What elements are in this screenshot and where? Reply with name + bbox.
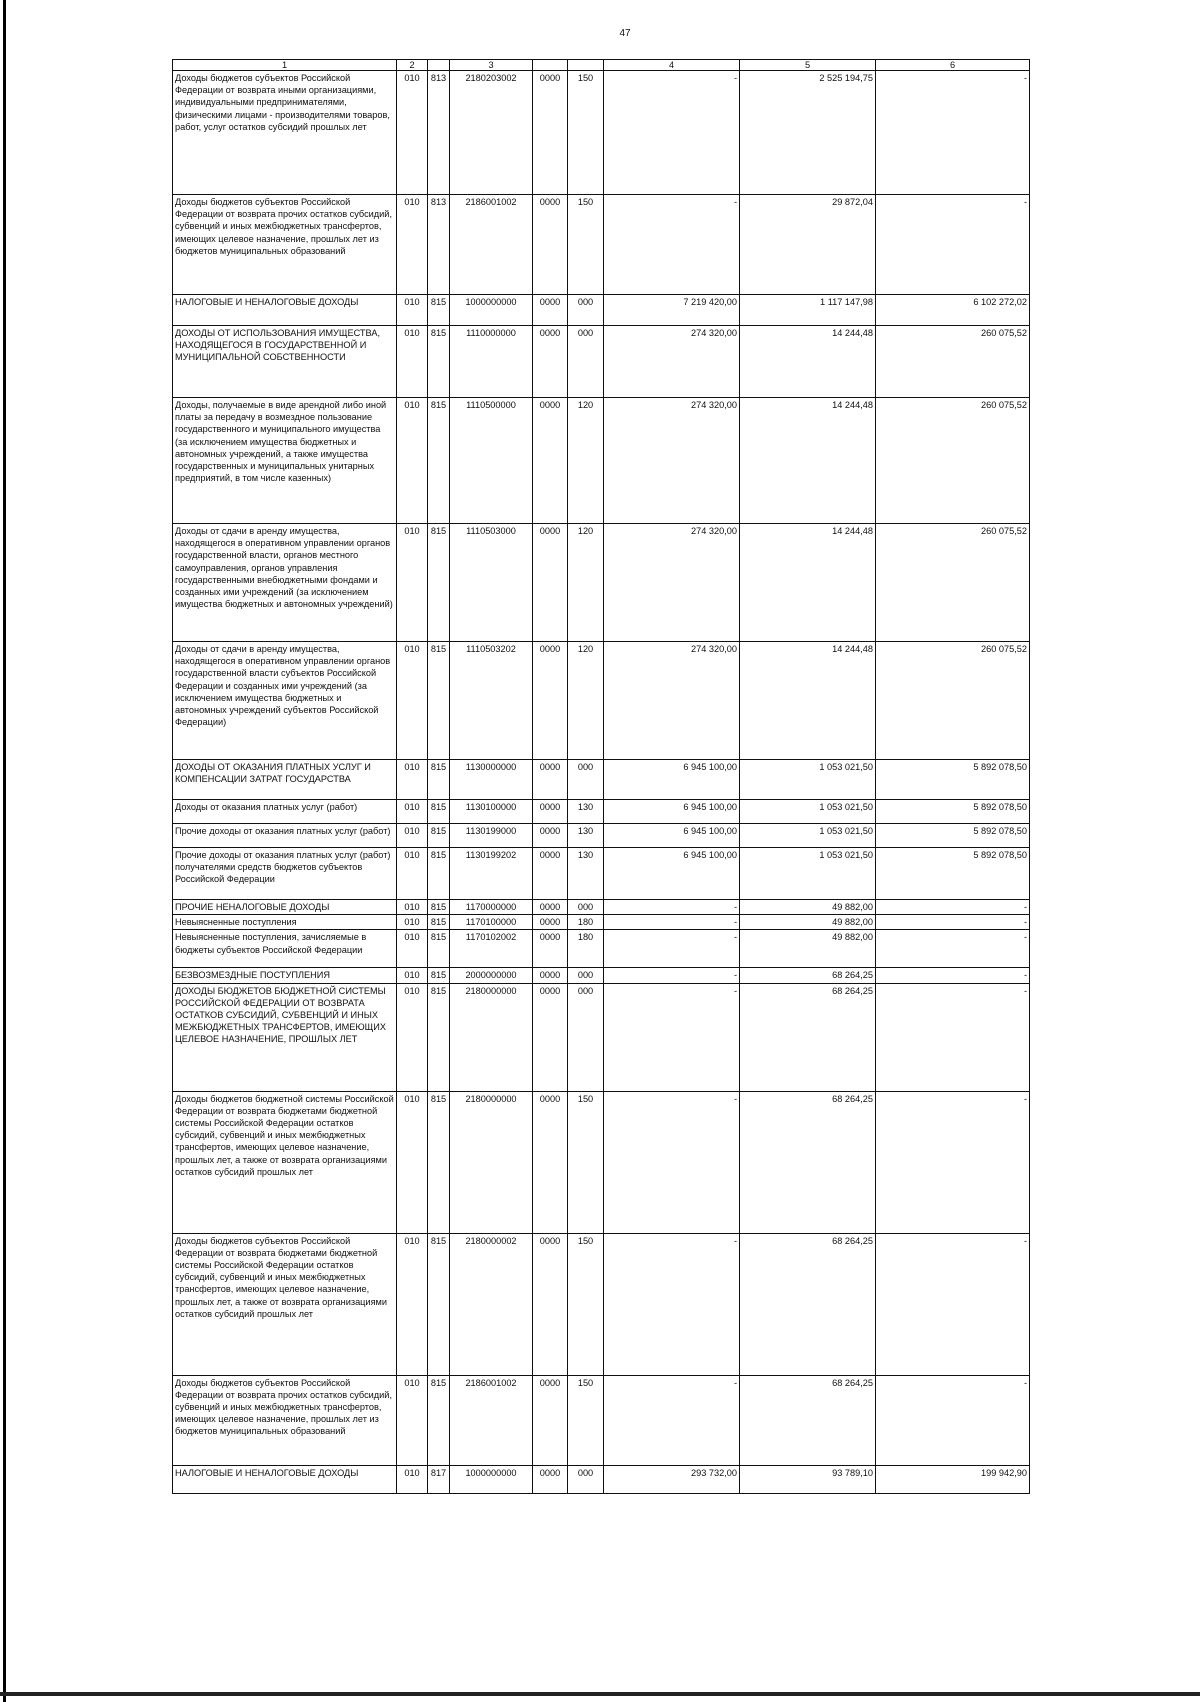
row-c2-cell: 815 bbox=[428, 760, 450, 800]
row-c5-cell: 130 bbox=[568, 800, 604, 824]
table-row bbox=[173, 848, 1030, 900]
row-v4-cell: - bbox=[604, 1233, 740, 1375]
row-c5-cell: 000 bbox=[568, 295, 604, 326]
row-v6-cell: - bbox=[876, 1091, 1030, 1233]
row-v4-cell: 6 945 100,00 bbox=[604, 848, 740, 900]
row-c5-cell: 120 bbox=[568, 398, 604, 524]
row-c4-cell: 0000 bbox=[533, 1233, 568, 1375]
table-row bbox=[173, 398, 1030, 524]
row-c2-cell: 815 bbox=[428, 524, 450, 642]
row-c1-cell: 010 bbox=[397, 524, 428, 642]
row-c2-cell: 815 bbox=[428, 398, 450, 524]
row-c4-cell: 0000 bbox=[533, 848, 568, 900]
row-c4-cell: 0000 bbox=[533, 760, 568, 800]
row-v6-cell: 260 075,52 bbox=[876, 398, 1030, 524]
row-c5-cell: 150 bbox=[568, 195, 604, 295]
row-c2-cell: 813 bbox=[428, 71, 450, 195]
row-c1-cell: 010 bbox=[397, 1091, 428, 1233]
row-description: ДОХОДЫ ОТ ОКАЗАНИЯ ПЛАТНЫХ УСЛУГ И КОМПЕНСАЦИИ ЗАТРАТ ГОСУДАРСТВА bbox=[173, 760, 397, 800]
row-v5-cell: 29 872,04 bbox=[740, 195, 876, 295]
row-description: Доходы бюджетов бюджетной системы Российской Федерации от возврата бюджетами бюджетной системы Российской Федерации остатков субсидий, субвенций и иных межбюджетных трансфертов, имеющих целевое назначение, прошлых лет, а также от возврата организациями остатков субсидий прошлых лет bbox=[173, 1091, 397, 1233]
row-v5-cell: 14 244,48 bbox=[740, 398, 876, 524]
row-v5-cell: 68 264,25 bbox=[740, 1091, 876, 1233]
row-c4-cell: 0000 bbox=[533, 930, 568, 968]
row-c2-cell: 815 bbox=[428, 824, 450, 848]
row-description: НАЛОГОВЫЕ И НЕНАЛОГОВЫЕ ДОХОДЫ bbox=[173, 295, 397, 326]
row-description: Прочие доходы от оказания платных услуг (работ) получателями средств бюджетов субъектов Российской Федерации bbox=[173, 848, 397, 900]
header-cell: 3 bbox=[450, 60, 533, 71]
row-c5-cell: 150 bbox=[568, 1375, 604, 1465]
row-description: Доходы бюджетов субъектов Российской Федерации от возврата бюджетами бюджетной системы Российской Федерации остатков субсидий, субвенций и иных межбюджетных трансфертов, имеющих целевое назначение, прошлых лет, а также от возврата организациями остатков субсидий прошлых лет bbox=[173, 1233, 397, 1375]
table-row bbox=[173, 195, 1030, 295]
row-v6-cell: - bbox=[876, 195, 1030, 295]
row-c1-cell: 010 bbox=[397, 326, 428, 398]
row-c1-cell: 010 bbox=[397, 983, 428, 1091]
row-v5-cell: 1 053 021,50 bbox=[740, 848, 876, 900]
row-c4-cell: 0000 bbox=[533, 983, 568, 1091]
row-description: ДОХОДЫ ОТ ИСПОЛЬЗОВАНИЯ ИМУЩЕСТВА, НАХОДЯЩЕГОСЯ В ГОСУДАРСТВЕННОЙ И МУНИЦИПАЛЬНОЙ СОБСТВЕННОСТИ bbox=[173, 326, 397, 398]
row-v5-cell: 14 244,48 bbox=[740, 326, 876, 398]
row-c3-cell: 1130199000 bbox=[450, 824, 533, 848]
table-row bbox=[173, 1233, 1030, 1375]
row-c2-cell: 815 bbox=[428, 326, 450, 398]
row-v4-cell: 274 320,00 bbox=[604, 326, 740, 398]
row-v4-cell: - bbox=[604, 1375, 740, 1465]
table-row bbox=[173, 915, 1030, 930]
header-cell: 6 bbox=[876, 60, 1030, 71]
header-row bbox=[173, 60, 1030, 71]
row-c1-cell: 010 bbox=[397, 848, 428, 900]
row-v5-cell: 68 264,25 bbox=[740, 983, 876, 1091]
row-c1-cell: 010 bbox=[397, 71, 428, 195]
row-v4-cell: - bbox=[604, 195, 740, 295]
row-v5-cell: 1 053 021,50 bbox=[740, 760, 876, 800]
row-v4-cell: 6 945 100,00 bbox=[604, 800, 740, 824]
row-v4-cell: 6 945 100,00 bbox=[604, 760, 740, 800]
header-cell: 4 bbox=[604, 60, 740, 71]
row-c3-cell: 2180000000 bbox=[450, 1091, 533, 1233]
row-c5-cell: 120 bbox=[568, 642, 604, 760]
row-c3-cell: 1130100000 bbox=[450, 800, 533, 824]
row-c1-cell: 010 bbox=[397, 398, 428, 524]
row-c4-cell: 0000 bbox=[533, 398, 568, 524]
scan-left-edge bbox=[3, 0, 6, 1702]
row-c4-cell: 0000 bbox=[533, 295, 568, 326]
table-row bbox=[173, 326, 1030, 398]
row-c3-cell: 1110503202 bbox=[450, 642, 533, 760]
row-v6-cell: 199 942,90 bbox=[876, 1465, 1030, 1493]
row-v5-cell: 68 264,25 bbox=[740, 1233, 876, 1375]
row-c4-cell: 0000 bbox=[533, 326, 568, 398]
row-c3-cell: 1130000000 bbox=[450, 760, 533, 800]
row-v6-cell: 260 075,52 bbox=[876, 326, 1030, 398]
row-c5-cell: 130 bbox=[568, 848, 604, 900]
row-v4-cell: - bbox=[604, 900, 740, 915]
row-v6-cell: 5 892 078,50 bbox=[876, 800, 1030, 824]
row-c3-cell: 2186001002 bbox=[450, 195, 533, 295]
row-c4-cell: 0000 bbox=[533, 900, 568, 915]
table-row bbox=[173, 1465, 1030, 1493]
row-c1-cell: 010 bbox=[397, 915, 428, 930]
table-row bbox=[173, 930, 1030, 968]
table-row bbox=[173, 1091, 1030, 1233]
row-description: Доходы, получаемые в виде арендной либо иной платы за передачу в возмездное пользование государственного и муниципального имущества (за исключением имущества бюджетных и автономных учреждений, а также имущества государственных и муниципальных унитарных предприятий, в том числе казенных) bbox=[173, 398, 397, 524]
row-v6-cell: - bbox=[876, 983, 1030, 1091]
row-c3-cell: 1110000000 bbox=[450, 326, 533, 398]
row-v4-cell: 6 945 100,00 bbox=[604, 824, 740, 848]
row-description: Невыясненные поступления, зачисляемые в бюджеты субъектов Российской Федерации bbox=[173, 930, 397, 968]
row-c3-cell: 1170100000 bbox=[450, 915, 533, 930]
row-v5-cell: 68 264,25 bbox=[740, 1375, 876, 1465]
row-description: Доходы от оказания платных услуг (работ) bbox=[173, 800, 397, 824]
row-c4-cell: 0000 bbox=[533, 824, 568, 848]
table-row bbox=[173, 642, 1030, 760]
row-c2-cell: 813 bbox=[428, 195, 450, 295]
row-c1-cell: 010 bbox=[397, 295, 428, 326]
table-row bbox=[173, 900, 1030, 915]
row-v4-cell: - bbox=[604, 1091, 740, 1233]
row-v4-cell: 293 732,00 bbox=[604, 1465, 740, 1493]
row-c5-cell: 150 bbox=[568, 71, 604, 195]
scan-bottom-edge bbox=[0, 1692, 1200, 1696]
row-description: Невыясненные поступления bbox=[173, 915, 397, 930]
row-description: Прочие доходы от оказания платных услуг (работ) bbox=[173, 824, 397, 848]
row-v6-cell: 6 102 272,02 bbox=[876, 295, 1030, 326]
row-c3-cell: 2180203002 bbox=[450, 71, 533, 195]
row-c1-cell: 010 bbox=[397, 1375, 428, 1465]
row-v6-cell: - bbox=[876, 71, 1030, 195]
table-row bbox=[173, 1375, 1030, 1465]
row-description: Доходы от сдачи в аренду имущества, находящегося в оперативном управлении органов государственной власти, органов местного самоуправления, органов управления государственными внебюджетными фондами и созданных ими учреждений (за исключением имущества бюджетных и автономных учреждений) bbox=[173, 524, 397, 642]
row-c3-cell: 1170000000 bbox=[450, 900, 533, 915]
row-c5-cell: 000 bbox=[568, 900, 604, 915]
row-c4-cell: 0000 bbox=[533, 71, 568, 195]
row-c3-cell: 1110503000 bbox=[450, 524, 533, 642]
budget-table bbox=[172, 59, 1030, 1494]
row-c2-cell: 815 bbox=[428, 295, 450, 326]
row-c5-cell: 000 bbox=[568, 968, 604, 983]
header-cell: 5 bbox=[740, 60, 876, 71]
row-c3-cell: 2180000002 bbox=[450, 1233, 533, 1375]
row-c3-cell: 1110500000 bbox=[450, 398, 533, 524]
row-c5-cell: 000 bbox=[568, 326, 604, 398]
header-cell bbox=[533, 60, 568, 71]
row-v6-cell: - bbox=[876, 915, 1030, 930]
row-c1-cell: 010 bbox=[397, 800, 428, 824]
row-c2-cell: 815 bbox=[428, 1375, 450, 1465]
row-v4-cell: 274 320,00 bbox=[604, 642, 740, 760]
table-row bbox=[173, 295, 1030, 326]
row-c3-cell: 2180000000 bbox=[450, 983, 533, 1091]
row-v4-cell: 274 320,00 bbox=[604, 524, 740, 642]
row-v6-cell: - bbox=[876, 900, 1030, 915]
row-c1-cell: 010 bbox=[397, 1465, 428, 1493]
row-c1-cell: 010 bbox=[397, 824, 428, 848]
table-row bbox=[173, 800, 1030, 824]
row-v4-cell: - bbox=[604, 968, 740, 983]
row-description: Доходы бюджетов субъектов Российской Федерации от возврата иными организациями, индивидуальными предпринимателями, физическими лицами - производителями товаров, работ, услуг остатков субсидий прошлых лет bbox=[173, 71, 397, 195]
row-c4-cell: 0000 bbox=[533, 968, 568, 983]
row-c4-cell: 0000 bbox=[533, 1465, 568, 1493]
row-v6-cell: 5 892 078,50 bbox=[876, 824, 1030, 848]
row-c2-cell: 815 bbox=[428, 900, 450, 915]
row-c4-cell: 0000 bbox=[533, 915, 568, 930]
row-c2-cell: 815 bbox=[428, 915, 450, 930]
table-row bbox=[173, 824, 1030, 848]
row-c2-cell: 815 bbox=[428, 1091, 450, 1233]
table-row bbox=[173, 968, 1030, 983]
row-description: Доходы бюджетов субъектов Российской Федерации от возврата прочих остатков субсидий, субвенций и иных межбюджетных трансфертов, имеющих целевое назначение, прошлых лет из бюджетов муниципальных образований bbox=[173, 1375, 397, 1465]
row-c1-cell: 010 bbox=[397, 930, 428, 968]
row-c4-cell: 0000 bbox=[533, 1375, 568, 1465]
row-v4-cell: - bbox=[604, 983, 740, 1091]
row-c2-cell: 815 bbox=[428, 848, 450, 900]
row-description: БЕЗВОЗМЕЗДНЫЕ ПОСТУПЛЕНИЯ bbox=[173, 968, 397, 983]
row-c5-cell: 150 bbox=[568, 1091, 604, 1233]
row-description: Доходы бюджетов субъектов Российской Федерации от возврата прочих остатков субсидий, субвенций и иных межбюджетных трансфертов, имеющих целевое назначение, прошлых лет из бюджетов муниципальных образований bbox=[173, 195, 397, 295]
row-v5-cell: 49 882,00 bbox=[740, 930, 876, 968]
table-row bbox=[173, 760, 1030, 800]
row-v6-cell: - bbox=[876, 930, 1030, 968]
row-v5-cell: 93 789,10 bbox=[740, 1465, 876, 1493]
row-c1-cell: 010 bbox=[397, 642, 428, 760]
row-c4-cell: 0000 bbox=[533, 524, 568, 642]
row-c5-cell: 000 bbox=[568, 760, 604, 800]
row-c5-cell: 000 bbox=[568, 983, 604, 1091]
row-c5-cell: 130 bbox=[568, 824, 604, 848]
row-v5-cell: 2 525 194,75 bbox=[740, 71, 876, 195]
row-c2-cell: 815 bbox=[428, 930, 450, 968]
row-c5-cell: 000 bbox=[568, 1465, 604, 1493]
table-row bbox=[173, 524, 1030, 642]
row-c5-cell: 180 bbox=[568, 915, 604, 930]
row-v5-cell: 1 053 021,50 bbox=[740, 824, 876, 848]
row-c5-cell: 180 bbox=[568, 930, 604, 968]
row-c2-cell: 815 bbox=[428, 968, 450, 983]
row-c3-cell: 1000000000 bbox=[450, 1465, 533, 1493]
row-v6-cell: 5 892 078,50 bbox=[876, 848, 1030, 900]
header-cell bbox=[428, 60, 450, 71]
table-row bbox=[173, 983, 1030, 1091]
row-c5-cell: 120 bbox=[568, 524, 604, 642]
row-description: ДОХОДЫ БЮДЖЕТОВ БЮДЖЕТНОЙ СИСТЕМЫ РОССИЙСКОЙ ФЕДЕРАЦИИ ОТ ВОЗВРАТА ОСТАТКОВ СУБСИДИЙ, СУБВЕНЦИЙ И ИНЫХ МЕЖБЮДЖЕТНЫХ ТРАНСФЕРТОВ, ИМЕЮЩИХ ЦЕЛЕВОЕ НАЗНАЧЕНИЕ, ПРОШЛЫХ ЛЕТ bbox=[173, 983, 397, 1091]
row-c3-cell: 2186001002 bbox=[450, 1375, 533, 1465]
row-c4-cell: 0000 bbox=[533, 195, 568, 295]
row-v6-cell: 260 075,52 bbox=[876, 524, 1030, 642]
row-v5-cell: 49 882,00 bbox=[740, 915, 876, 930]
row-c4-cell: 0000 bbox=[533, 642, 568, 760]
row-v4-cell: 274 320,00 bbox=[604, 398, 740, 524]
row-v5-cell: 68 264,25 bbox=[740, 968, 876, 983]
row-c1-cell: 010 bbox=[397, 968, 428, 983]
row-c1-cell: 010 bbox=[397, 760, 428, 800]
row-v5-cell: 49 882,00 bbox=[740, 900, 876, 915]
row-v4-cell: - bbox=[604, 915, 740, 930]
row-c2-cell: 815 bbox=[428, 1233, 450, 1375]
header-cell: 2 bbox=[397, 60, 428, 71]
row-c2-cell: 817 bbox=[428, 1465, 450, 1493]
row-v5-cell: 1 053 021,50 bbox=[740, 800, 876, 824]
row-c3-cell: 1170102002 bbox=[450, 930, 533, 968]
row-v6-cell: - bbox=[876, 1375, 1030, 1465]
row-description: ПРОЧИЕ НЕНАЛОГОВЫЕ ДОХОДЫ bbox=[173, 900, 397, 915]
row-c2-cell: 815 bbox=[428, 642, 450, 760]
row-c2-cell: 815 bbox=[428, 800, 450, 824]
row-description: НАЛОГОВЫЕ И НЕНАЛОГОВЫЕ ДОХОДЫ bbox=[173, 1465, 397, 1493]
row-c1-cell: 010 bbox=[397, 1233, 428, 1375]
table-row bbox=[173, 71, 1030, 195]
row-c1-cell: 010 bbox=[397, 900, 428, 915]
row-c3-cell: 2000000000 bbox=[450, 968, 533, 983]
row-v5-cell: 14 244,48 bbox=[740, 524, 876, 642]
row-v6-cell: - bbox=[876, 968, 1030, 983]
row-c4-cell: 0000 bbox=[533, 1091, 568, 1233]
row-v4-cell: - bbox=[604, 930, 740, 968]
row-v5-cell: 14 244,48 bbox=[740, 642, 876, 760]
row-c4-cell: 0000 bbox=[533, 800, 568, 824]
header-cell: 1 bbox=[173, 60, 397, 71]
header-cell bbox=[568, 60, 604, 71]
row-v6-cell: - bbox=[876, 1233, 1030, 1375]
page-number: 47 bbox=[619, 28, 631, 39]
row-v5-cell: 1 117 147,98 bbox=[740, 295, 876, 326]
row-v6-cell: 260 075,52 bbox=[876, 642, 1030, 760]
row-c3-cell: 1000000000 bbox=[450, 295, 533, 326]
row-c2-cell: 815 bbox=[428, 983, 450, 1091]
row-c3-cell: 1130199202 bbox=[450, 848, 533, 900]
row-v4-cell: 7 219 420,00 bbox=[604, 295, 740, 326]
row-v4-cell: - bbox=[604, 71, 740, 195]
row-description: Доходы от сдачи в аренду имущества, находящегося в оперативном управлении органов государственной власти субъектов Российской Федерации и созданных ими учреждений (за исключением имущества бюджетных и автономных учреждений субъектов Российской Федерации) bbox=[173, 642, 397, 760]
row-v6-cell: 5 892 078,50 bbox=[876, 760, 1030, 800]
row-c1-cell: 010 bbox=[397, 195, 428, 295]
row-c5-cell: 150 bbox=[568, 1233, 604, 1375]
